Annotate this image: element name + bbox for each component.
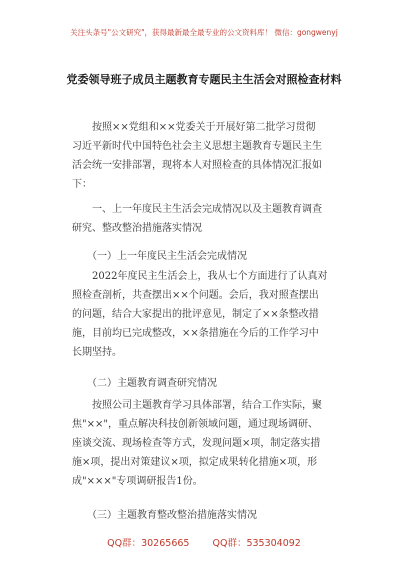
text-line: 施，目前均已完成整改，××条措施在今后的工作学习中 bbox=[72, 328, 319, 339]
subheading-3: （三）主题教育整改整治措施落实情况 bbox=[72, 510, 257, 521]
text-line: 习近平新时代中国特色社会主义思想主题教育专题民主生 bbox=[72, 141, 322, 152]
text-line: 2022年度民主生活会上，我从七个方面进行了认真对 bbox=[72, 271, 328, 282]
footer bbox=[0, 535, 408, 549]
sub1-paragraph bbox=[72, 267, 364, 362]
text-line: 按照××党组和××党委关于开展好第二批学习贯彻 bbox=[72, 122, 316, 133]
text-line: 照检查剖析，共查摆出××个问题。会后，我对照查摆出 bbox=[72, 290, 319, 301]
subheading-1: （一）上一年度民主生活会完成情况 bbox=[72, 251, 247, 262]
text-line: 长期坚持。 bbox=[72, 347, 122, 358]
text-line: 座谈交流、现场检查等方式，发现问题×项，制定落实措 bbox=[72, 438, 321, 449]
text-line: 焦"××"，重点解决科技创新领域问题，通过现场调研、 bbox=[72, 419, 318, 430]
document-title: 党委领导班子成员主题教育专题民主生活会对照检查材料 bbox=[66, 73, 342, 86]
text-line: 一、上一年度民主生活会完成情况以及主题教育调查 bbox=[72, 204, 322, 215]
qq-group-1: QQ群：30265665 bbox=[107, 538, 190, 549]
text-line: 成"×××"专项调研报告1份。 bbox=[72, 476, 203, 487]
intro-paragraph bbox=[72, 118, 364, 194]
text-line: 研究、整改整治措施落实情况 bbox=[72, 223, 202, 234]
text-line: 活会统一安排部署，现将本人对照检查的具体情况汇报如 bbox=[72, 160, 322, 171]
header-note: 关注头条号"公文研究"，获得最新最全最专业的公文资料库！ 微信：gongwenyj bbox=[70, 28, 338, 37]
subheading-2: （二）主题教育调查研究情况 bbox=[72, 378, 217, 389]
text-line: 的问题，结合大家提出的批评意见，制定了××条整改措 bbox=[72, 309, 319, 320]
text-line: 下： bbox=[72, 179, 92, 190]
sub2-paragraph bbox=[72, 396, 364, 491]
text-line: 按照公司主题教育学习具体部署，结合工作实际，聚 bbox=[72, 400, 322, 411]
section-heading-1 bbox=[72, 200, 364, 238]
text-line: 施×项，提出对策建议×项，拟定成果转化措施×项，形 bbox=[72, 457, 318, 468]
qq-group-2: QQ群：535304092 bbox=[212, 538, 301, 549]
